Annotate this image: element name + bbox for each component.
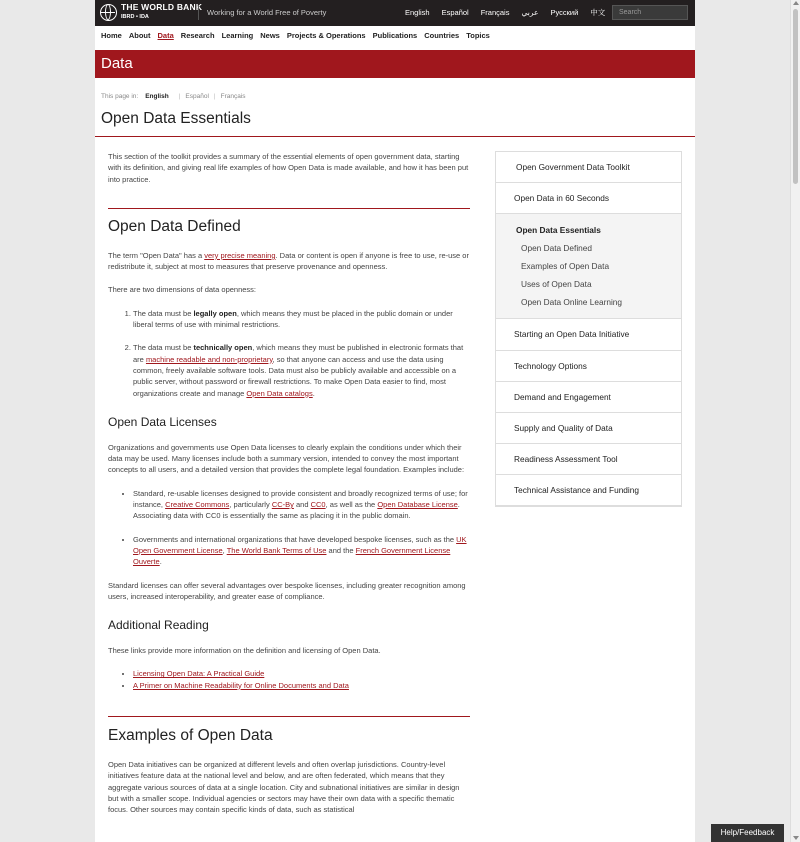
nav-projects[interactable]: Projects & Operations bbox=[286, 31, 366, 40]
sidebar-item-readiness[interactable]: Readiness Assessment Tool bbox=[496, 444, 681, 475]
licenses-paragraph-1: Organizations and governments use Open Data licenses to clearly explain the conditions under which their data may be used. Many licenses include both a summary version, intended to convey the most important concepts to all users, and a detailed version that provides the complete legal foundation. Examples include: bbox=[108, 442, 465, 475]
list-item: 2. The data must be technically open, which means they must be published in electronic formats that are machine readable and non-proprietary, so that anyone can access and use the data using common, freely available software tools. Data must also be publicly available and accessible on a public server, without password or firewall restrictions. To make Open Data easier to find, most organizations create and manage Open Data catalogs. bbox=[133, 342, 470, 398]
machine-readable-link[interactable]: machine readable and non-proprietary bbox=[145, 354, 273, 364]
main-content bbox=[108, 151, 470, 816]
sidebar-item-essentials[interactable]: Open Data Essentials bbox=[516, 225, 601, 236]
world-bank-terms-link[interactable]: The World Bank Terms of Use bbox=[226, 545, 327, 555]
language-links bbox=[405, 0, 605, 26]
uk-ogl-link[interactable]: UK Open Government License bbox=[133, 534, 467, 555]
creative-commons-link[interactable]: Creative Commons bbox=[165, 500, 230, 510]
nav-publications[interactable]: Publications bbox=[372, 31, 418, 40]
section-banner: Data bbox=[95, 50, 695, 78]
globe-icon bbox=[100, 4, 117, 21]
heading-open-data-licenses: Open Data Licenses bbox=[108, 414, 217, 429]
heading-examples-of-open-data: Examples of Open Data bbox=[108, 727, 273, 745]
reading-links bbox=[108, 668, 470, 691]
top-bar bbox=[95, 0, 695, 26]
very-precise-meaning-link[interactable]: very precise meaning bbox=[204, 250, 276, 260]
open-data-catalogs-link[interactable]: Open Data catalogs bbox=[246, 388, 313, 398]
examples-paragraph: Open Data initiatives can be organized at different levels and often overlap jurisdictions. Country-level initiatives feature data at the national level and below, and are often federated, which means that they aggregate various sources of data at a single location. City and subnational initiatives are similar in design but with a smaller scope. Individual agencies or sectors may have their own data with a specific thematic focus. Other sources may contain specific kinds of data, such as statistical bbox=[108, 760, 460, 815]
sidebar-subitem-examples[interactable]: Examples of Open Data bbox=[521, 260, 610, 271]
openness-list bbox=[108, 308, 470, 399]
sidebar-item-demand[interactable]: Demand and Engagement bbox=[496, 382, 681, 413]
scrollbar[interactable] bbox=[790, 0, 800, 842]
page-title: Open Data Essentials bbox=[101, 110, 251, 127]
list-item: • Standard, re-usable licenses designed to provide consistent and broadly recognized terms of use; for instance, Creative Commons, particularly CC-By and CC0, as well as the Open Database License. Associating data with CC0 is essentially the same as placing it in the public domain. bbox=[133, 488, 470, 522]
sidebar-group-essentials bbox=[496, 214, 681, 319]
sidebar-item-toolkit[interactable]: Open Government Data Toolkit bbox=[496, 152, 681, 183]
logo-main-text: THE WORLD BANK bbox=[121, 2, 203, 12]
sidebar-subitem-defined[interactable]: Open Data Defined bbox=[521, 243, 593, 254]
title-divider bbox=[95, 136, 695, 137]
lang-chinese[interactable]: 中文 bbox=[590, 8, 606, 17]
page bbox=[95, 0, 695, 842]
lang-espanol[interactable]: Español bbox=[441, 8, 469, 17]
open-database-license-link[interactable]: Open Database License bbox=[377, 500, 458, 510]
sidebar-item-supply[interactable]: Supply and Quality of Data bbox=[496, 413, 681, 444]
defined-paragraph-2: There are two dimensions of data openness: bbox=[108, 285, 257, 295]
nav-data[interactable]: Data bbox=[157, 31, 174, 40]
nav-research[interactable]: Research bbox=[180, 31, 215, 40]
french-license-link[interactable]: French Government License Ouverte bbox=[133, 545, 451, 567]
lang-arabic[interactable]: عربي bbox=[521, 8, 539, 17]
list-item: 1. The data must be legally open, which means they must be placed in the public domain or under liberal terms of use with minimal restrictions. bbox=[133, 308, 470, 331]
this-page-current: English bbox=[145, 93, 169, 100]
world-bank-logo[interactable] bbox=[100, 3, 202, 22]
nav-countries[interactable]: Countries bbox=[424, 31, 460, 40]
scroll-down-icon[interactable] bbox=[793, 836, 799, 840]
this-page-label: This page in: bbox=[101, 93, 139, 100]
heading-open-data-defined: Open Data Defined bbox=[108, 217, 241, 235]
licenses-list bbox=[108, 488, 470, 568]
nav-about[interactable]: About bbox=[128, 31, 151, 40]
this-page-francais[interactable]: Français bbox=[220, 93, 246, 100]
toolkit-sidebar bbox=[495, 151, 682, 507]
list-item bbox=[133, 668, 470, 679]
lang-francais[interactable]: Français bbox=[480, 8, 510, 17]
nav-learning[interactable]: Learning bbox=[221, 31, 254, 40]
sidebar-item-60-seconds[interactable]: Open Data in 60 Seconds bbox=[496, 183, 681, 214]
main-nav bbox=[101, 31, 497, 40]
sidebar-subitem-uses[interactable]: Uses of Open Data bbox=[521, 278, 592, 289]
logo-sub-text: IBRD • IDA bbox=[121, 14, 149, 20]
machine-readability-primer-link[interactable]: A Primer on Machine Readability for Online Documents and Data bbox=[133, 680, 349, 690]
sidebar-item-technology[interactable]: Technology Options bbox=[496, 351, 681, 382]
section-divider bbox=[108, 208, 470, 209]
scrollbar-thumb[interactable] bbox=[793, 9, 798, 184]
cc0-link[interactable]: CC0 bbox=[310, 500, 326, 510]
lang-english[interactable]: English bbox=[405, 8, 430, 17]
sidebar-item-starting[interactable]: Starting an Open Data Initiative bbox=[496, 319, 681, 350]
nav-news[interactable]: News bbox=[260, 31, 280, 40]
licensing-guide-link[interactable]: Licensing Open Data: A Practical Guide bbox=[133, 669, 265, 679]
list-item bbox=[133, 680, 470, 691]
nav-home[interactable]: Home bbox=[101, 31, 122, 40]
nav-topics[interactable]: Topics bbox=[466, 31, 490, 40]
cc-by-link[interactable]: CC-By bbox=[271, 500, 294, 510]
intro-paragraph: This section of the toolkit provides a summary of the essential elements of open government data, starting with its definition, and giving real life examples of how Open Data is made available, and how it has been put into practice. bbox=[108, 152, 469, 184]
search-input[interactable]: Search bbox=[612, 5, 688, 20]
sidebar-item-assistance[interactable]: Technical Assistance and Funding bbox=[496, 475, 681, 506]
tagline: Working for a World Free of Poverty bbox=[198, 6, 326, 20]
licenses-paragraph-2: Standard licenses can offer several advantages over bespoke licenses, including greater recognition among users, increased interoperability, and greater ease of compliance. bbox=[108, 580, 466, 601]
scroll-up-icon[interactable] bbox=[793, 1, 799, 5]
defined-paragraph-1: The term "Open Data" has a very precise meaning. Data or content is open if anyone is free to use, re-use or redistribute it, subject at most to measures that preserve provenance and openness. bbox=[108, 250, 469, 272]
section-divider bbox=[108, 716, 470, 717]
reading-paragraph: These links provide more information on the definition and licensing of Open Data. bbox=[108, 646, 381, 656]
this-page-espanol[interactable]: Español bbox=[185, 93, 209, 100]
help-feedback-button[interactable]: Help/Feedback bbox=[711, 824, 784, 842]
page-language-switcher: This page in: English | Español | Français bbox=[101, 93, 246, 100]
list-item: • Governments and international organizations that have developed bespoke licenses, such as the UK Open Government License, The World Bank Terms of Use and the French Government License Ouverte. bbox=[133, 534, 470, 568]
lang-russian[interactable]: Русский bbox=[550, 8, 579, 17]
heading-additional-reading: Additional Reading bbox=[108, 618, 209, 633]
sidebar-subitem-learning[interactable]: Open Data Online Learning bbox=[521, 296, 623, 307]
